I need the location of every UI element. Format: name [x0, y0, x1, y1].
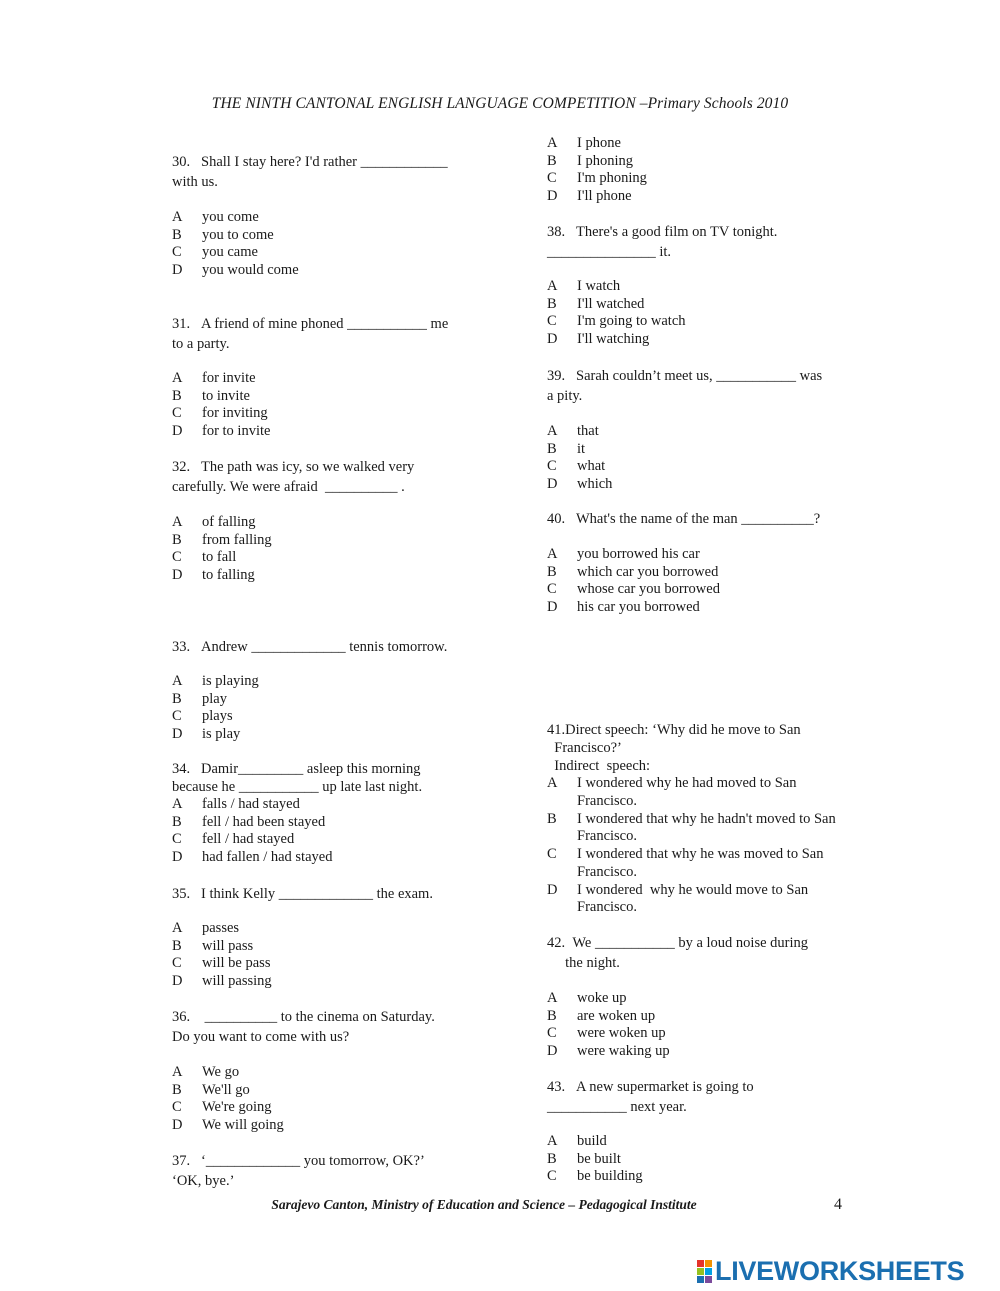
option-30-b[interactable]: B you to come: [172, 226, 274, 243]
option-40-d[interactable]: D his car you borrowed: [547, 598, 700, 615]
option-36-b[interactable]: B We'll go: [172, 1081, 250, 1098]
question-stem-line: to a party.: [172, 336, 230, 352]
option-37-c[interactable]: C I'm phoning: [547, 170, 647, 187]
question-30: [172, 152, 472, 192]
option-43-b[interactable]: B be built: [547, 1150, 621, 1167]
question-stem-line: 34. Damir_________ asleep this morning: [172, 761, 421, 777]
option-33-c[interactable]: C plays: [172, 708, 233, 725]
option-42-d[interactable]: D were waking up: [547, 1042, 670, 1059]
option-38-d[interactable]: D I'll watching: [547, 330, 650, 347]
question-31: [172, 314, 472, 354]
option-38-a[interactable]: A I watch: [547, 278, 621, 294]
option-38-c[interactable]: C I'm going to watch: [547, 313, 686, 330]
question-stem-line: 33. Andrew _____________ tennis tomorrow.: [172, 639, 448, 655]
option-37-a[interactable]: A I phone: [547, 135, 621, 151]
question-stem-line: the night.: [547, 955, 620, 971]
option-41-b[interactable]: B I wondered that why he hadn't moved to San Francisco.: [547, 810, 836, 845]
question-stem-line: 41.Direct speech: ‘Why did he move to San: [547, 722, 801, 738]
option-35-a[interactable]: A passes: [172, 920, 240, 936]
option-36-c[interactable]: C We're going: [172, 1099, 272, 1116]
question-40: [547, 509, 847, 529]
option-33-a[interactable]: A is playing: [172, 673, 259, 689]
question-stem-line: with us.: [172, 174, 218, 190]
option-35-b[interactable]: B will pass: [172, 937, 254, 954]
option-39-a[interactable]: A that: [547, 423, 599, 439]
option-30-a[interactable]: A you come: [172, 209, 259, 225]
option-41-c[interactable]: C I wondered that why he was moved to San Francisco.: [547, 846, 824, 880]
page-number: 4: [834, 1196, 842, 1213]
option-40-b[interactable]: B which car you borrowed: [547, 563, 719, 580]
option-41-a[interactable]: A I wondered why he had moved to San Francisco.: [547, 775, 797, 809]
question-stem-line: 36. __________ to the cinema on Saturday.: [172, 1009, 435, 1025]
option-39-d[interactable]: D which: [547, 475, 613, 492]
question-stem-line: a pity.: [547, 388, 583, 404]
option-42-b[interactable]: B are woken up: [547, 1007, 656, 1024]
page-footer: Sarajevo Canton, Ministry of Education and Science – Pedagogical Institute: [271, 1197, 697, 1212]
option-31-d[interactable]: D for to invite: [172, 422, 271, 439]
question-stem-line: 43. A new supermarket is going to: [547, 1079, 754, 1095]
question-36: [172, 1007, 472, 1047]
question-37: [172, 1151, 472, 1191]
question-stem-line: 42. We ___________ by a loud noise during: [547, 935, 809, 951]
option-34-a[interactable]: A falls / had stayed: [172, 796, 300, 812]
option-33-d[interactable]: D is play: [172, 725, 241, 742]
option-31-b[interactable]: B to invite: [172, 387, 250, 404]
option-30-d[interactable]: D you would come: [172, 261, 299, 278]
question-stem-line: 30. Shall I stay here? I'd rather ____________: [172, 154, 448, 170]
option-37-b[interactable]: B I phoning: [547, 152, 633, 169]
question-32: [172, 457, 472, 497]
option-34-c[interactable]: C fell / had stayed: [172, 831, 295, 848]
option-43-a[interactable]: A build: [547, 1133, 607, 1149]
option-35-d[interactable]: D will passing: [172, 972, 272, 989]
option-36-d[interactable]: D We will going: [172, 1116, 284, 1133]
liveworksheets-logo-icon: [697, 1260, 712, 1283]
question-stem-line: ___________ next year.: [547, 1099, 687, 1115]
option-39-b[interactable]: B it: [547, 440, 586, 457]
question-41: [547, 721, 847, 775]
option-34-b[interactable]: B fell / had been stayed: [172, 813, 326, 830]
option-39-c[interactable]: C what: [547, 458, 606, 475]
option-31-c[interactable]: C for inviting: [172, 405, 268, 422]
question-42: [547, 933, 847, 973]
option-42-a[interactable]: A woke up: [547, 990, 627, 1006]
option-38-b[interactable]: B I'll watched: [547, 295, 645, 312]
question-stem-line: 38. There's a good film on TV tonight.: [547, 224, 778, 240]
option-32-a[interactable]: A of falling: [172, 514, 256, 530]
option-32-d[interactable]: D to falling: [172, 566, 255, 583]
option-42-c[interactable]: C were woken up: [547, 1025, 666, 1042]
option-33-b[interactable]: B play: [172, 690, 227, 707]
page-header: THE NINTH CANTONAL ENGLISH LANGUAGE COMPETITION –Primary Schools 2010: [211, 95, 789, 112]
question-stem-line: Do you want to come with us?: [172, 1029, 350, 1045]
option-40-c[interactable]: C whose car you borrowed: [547, 581, 720, 598]
question-stem-line: ‘OK, bye.’: [172, 1173, 235, 1189]
question-stem-line: 39. Sarah couldn’t meet us, ___________ was: [547, 368, 823, 384]
option-31-a[interactable]: A for invite: [172, 370, 256, 386]
option-41-d[interactable]: D I wondered why he would move to San Francisco.: [547, 881, 809, 916]
question-43: [547, 1077, 847, 1117]
question-stem-line: Indirect speech:: [547, 758, 651, 774]
question-stem-line: 40. What's the name of the man __________?: [547, 511, 821, 527]
option-32-c[interactable]: C to fall: [172, 549, 237, 566]
question-33: [172, 637, 472, 657]
question-stem-line: _______________ it.: [547, 244, 672, 260]
option-32-b[interactable]: B from falling: [172, 531, 272, 548]
option-40-a[interactable]: A you borrowed his car: [547, 546, 700, 562]
logo-text: LIVEWORKSHEETS: [715, 1255, 965, 1286]
question-stem-line: because he ___________ up late last night.: [172, 779, 423, 795]
question-stem-line: 35. I think Kelly _____________ the exam.: [172, 886, 433, 902]
question-stem-line: 32. The path was icy, so we walked very: [172, 459, 415, 475]
option-43-c[interactable]: C be building: [547, 1168, 643, 1185]
option-36-a[interactable]: A We go: [172, 1064, 240, 1080]
question-35: [172, 884, 472, 904]
question-stem-line: carefully. We were afraid __________ .: [172, 479, 405, 495]
question-38: [547, 222, 847, 262]
option-30-c[interactable]: C you came: [172, 244, 258, 261]
question-39: [547, 366, 847, 406]
option-37-d[interactable]: D I'll phone: [547, 187, 632, 204]
option-34-d[interactable]: D had fallen / had stayed: [172, 848, 333, 865]
question-34: [172, 760, 472, 796]
option-35-c[interactable]: C will be pass: [172, 955, 271, 972]
liveworksheets-logo[interactable]: [697, 1254, 964, 1288]
question-stem-line: 31. A friend of mine phoned ___________ me: [172, 316, 449, 332]
question-stem-line: Francisco?’: [547, 740, 622, 756]
question-stem-line: 37. ‘_____________ you tomorrow, OK?’: [172, 1153, 425, 1169]
